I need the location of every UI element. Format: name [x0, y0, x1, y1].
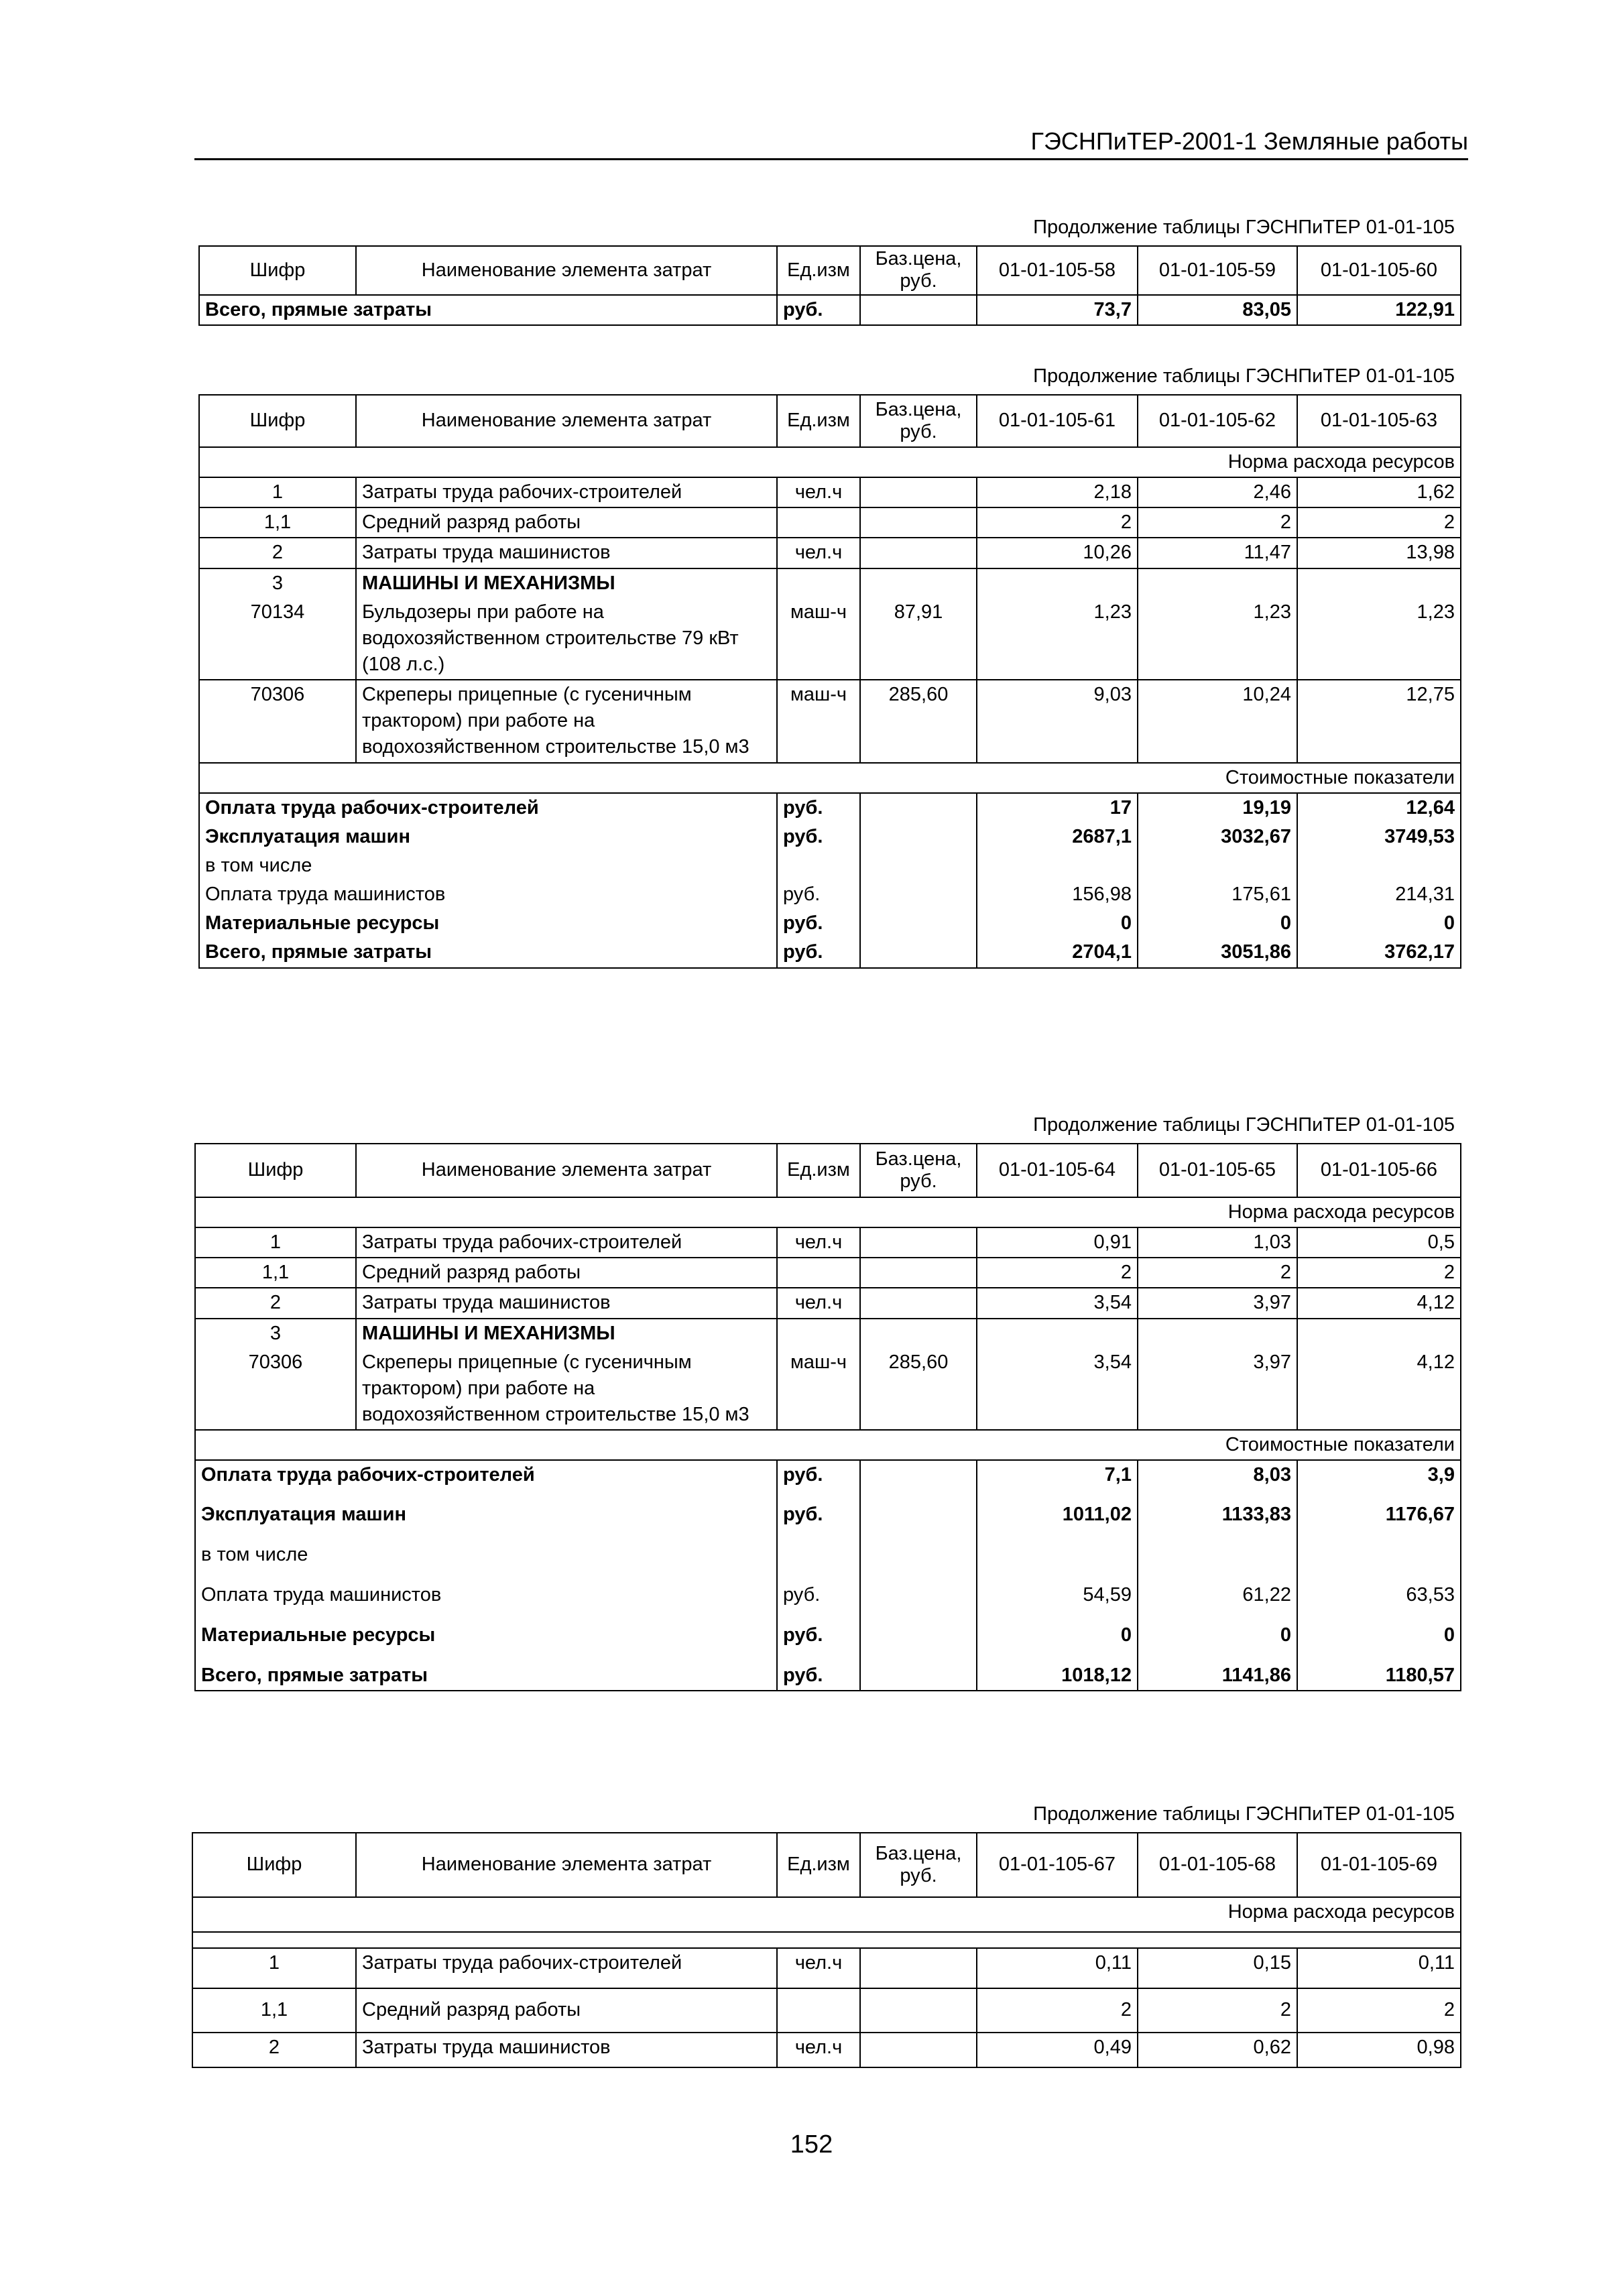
row-unit: руб.: [777, 1661, 860, 1691]
row-label: Эксплуатация машин: [195, 1500, 777, 1540]
table-01-01-105-64-66: [194, 1143, 1461, 1691]
row-price: [860, 507, 977, 538]
row-value: 2: [1297, 507, 1461, 538]
row-code: 2: [192, 2033, 356, 2067]
header-shifr: Шифр: [199, 246, 356, 295]
row-value: 1,62: [1297, 477, 1461, 507]
row-value: 3,97: [1138, 1348, 1297, 1430]
row-code: 1,1: [192, 1988, 356, 2033]
row-price: [860, 295, 977, 325]
row-unit: маш-ч: [777, 598, 860, 680]
row-value: 3051,86: [1138, 938, 1297, 967]
row-value: 2: [977, 507, 1138, 538]
row-value: 1,23: [1297, 598, 1461, 680]
table-row-total: [195, 1661, 1461, 1691]
row-value: 7,1: [977, 1460, 1138, 1500]
row-unit: [777, 507, 860, 538]
row-unit: чел.ч: [777, 2033, 860, 2067]
table-01-01-105-67-69: [192, 1832, 1461, 2068]
row-value: 3762,17: [1297, 938, 1461, 967]
row-code: 1: [192, 1948, 356, 1988]
row-name: Затраты труда машинистов: [356, 1288, 777, 1318]
header-name: Наименование элемента затрат: [356, 1833, 777, 1897]
row-value: 4,12: [1297, 1288, 1461, 1318]
row-code: 1,1: [199, 507, 356, 538]
row-value: 2: [977, 1258, 1138, 1288]
row-name: Затраты труда рабочих-строителей: [356, 477, 777, 507]
section-norm: Норма расхода ресурсов: [199, 447, 1461, 477]
header-code: 01-01-105-59: [1138, 246, 1297, 295]
header-shifr: Шифр: [195, 1144, 356, 1197]
row-unit: руб.: [777, 938, 860, 967]
header-price: Баз.цена, руб.: [860, 1833, 977, 1897]
row-name: Скреперы прицепные (с гусеничным трактором) при работе на водохозяйственном строительстве 15,0 м3: [356, 680, 777, 762]
table-row: [199, 793, 1461, 823]
table-row: [195, 1540, 1461, 1581]
header-shifr: Шифр: [192, 1833, 356, 1897]
row-name: МАШИНЫ И МЕХАНИЗМЫ: [356, 1319, 777, 1348]
row-value: 0: [1297, 909, 1461, 938]
row-code: 70306: [195, 1348, 356, 1430]
row-value: 10,26: [977, 538, 1138, 568]
header-code: 01-01-105-67: [977, 1833, 1138, 1897]
row-unit: руб.: [777, 1581, 860, 1621]
row-value: 10,24: [1138, 680, 1297, 762]
row-value: 4,12: [1297, 1348, 1461, 1430]
row-value: 12,64: [1297, 793, 1461, 823]
row-value: 13,98: [1297, 538, 1461, 568]
row-unit: руб.: [777, 1500, 860, 1540]
row-unit: чел.ч: [777, 1288, 860, 1318]
running-header: ГЭСНПиТЕР-2001-1 Земляные работы: [194, 127, 1468, 160]
row-name: Средний разряд работы: [356, 1258, 777, 1288]
table-row: [199, 909, 1461, 938]
row-value: 63,53: [1297, 1581, 1461, 1621]
table-row: [199, 851, 1461, 880]
table2-continuation-caption: Продолжение таблицы ГЭСНПиТЕР 01-01-105: [1033, 365, 1455, 387]
row-value: 8,03: [1138, 1460, 1297, 1500]
header-price: Баз.цена, руб.: [860, 1144, 977, 1197]
row-unit: чел.ч: [777, 1948, 860, 1988]
row-code: 70306: [199, 680, 356, 762]
row-value: 1176,67: [1297, 1500, 1461, 1540]
row-value: 214,31: [1297, 880, 1461, 909]
table-row: [192, 1948, 1461, 1988]
row-code: 2: [199, 538, 356, 568]
table-row: [195, 1258, 1461, 1288]
header-code: 01-01-105-64: [977, 1144, 1138, 1197]
table-row-total: [199, 938, 1461, 967]
header-code: 01-01-105-61: [977, 395, 1138, 447]
table-row: [195, 1500, 1461, 1540]
header-shifr: Шифр: [199, 395, 356, 447]
row-price: 285,60: [860, 680, 977, 762]
row-unit: руб.: [777, 909, 860, 938]
row-value: 156,98: [977, 880, 1138, 909]
row-value: 11,47: [1138, 538, 1297, 568]
row-value: 19,19: [1138, 793, 1297, 823]
row-value: 3,54: [977, 1348, 1138, 1430]
row-unit: руб.: [777, 880, 860, 909]
row-value: 1018,12: [977, 1661, 1138, 1691]
row-value: 2: [977, 1988, 1138, 2033]
row-price: [860, 538, 977, 568]
row-value: 2: [1138, 1258, 1297, 1288]
row-value: 0: [1138, 1621, 1297, 1661]
header-code: 01-01-105-63: [1297, 395, 1461, 447]
row-label: Оплата труда рабочих-строителей: [199, 793, 777, 823]
row-value: 1133,83: [1138, 1500, 1297, 1540]
table-row: [199, 680, 1461, 762]
row-unit: руб.: [777, 1460, 860, 1500]
row-code: 1: [195, 1227, 356, 1258]
row-label: в том числе: [199, 851, 777, 880]
row-value: 1,23: [1138, 598, 1297, 680]
row-value: 1180,57: [1297, 1661, 1461, 1691]
section-norm: Норма расхода ресурсов: [192, 1897, 1461, 1932]
header-code: 01-01-105-58: [977, 246, 1138, 295]
row-name: Средний разряд работы: [356, 507, 777, 538]
row-value: 0: [1138, 909, 1297, 938]
row-code: 3: [199, 568, 356, 598]
row-value: 2: [1138, 1988, 1297, 2033]
table-row-total: [199, 295, 1461, 325]
row-value: 3749,53: [1297, 823, 1461, 851]
row-name: Бульдозеры при работе на водохозяйственном строительстве 79 кВт (108 л.с.): [356, 598, 777, 680]
row-label: в том числе: [195, 1540, 777, 1581]
row-value: 0,62: [1138, 2033, 1297, 2067]
table-row: [195, 1348, 1461, 1430]
row-value: 0: [1297, 1621, 1461, 1661]
table-row: [199, 598, 1461, 680]
table-row: [192, 2033, 1461, 2067]
section-norm: Норма расхода ресурсов: [195, 1197, 1461, 1227]
row-unit: руб.: [777, 1621, 860, 1661]
header-code: 01-01-105-60: [1297, 246, 1461, 295]
row-value: 2,46: [1138, 477, 1297, 507]
row-value: 1011,02: [977, 1500, 1138, 1540]
header-unit: Ед.изм: [777, 395, 860, 447]
section-cost: Стоимостные показатели: [199, 763, 1461, 793]
row-label: Эксплуатация машин: [199, 823, 777, 851]
row-value: 0,98: [1297, 2033, 1461, 2067]
row-code: 3: [195, 1319, 356, 1348]
row-value: 73,7: [977, 295, 1138, 325]
row-unit: руб.: [777, 823, 860, 851]
table-row: [195, 1581, 1461, 1621]
table-row: [195, 1319, 1461, 1348]
row-name: МАШИНЫ И МЕХАНИЗМЫ: [356, 568, 777, 598]
row-value: 1,03: [1138, 1227, 1297, 1258]
row-code: 1: [199, 477, 356, 507]
table-01-01-105-61-63: [198, 394, 1461, 969]
table1-continuation-caption: Продолжение таблицы ГЭСНПиТЕР 01-01-105: [1033, 217, 1455, 238]
header-code: 01-01-105-66: [1297, 1144, 1461, 1197]
row-label: Материальные ресурсы: [195, 1621, 777, 1661]
row-value: 175,61: [1138, 880, 1297, 909]
table-row: [192, 1988, 1461, 2033]
table-row: [195, 1621, 1461, 1661]
table-row: [195, 1227, 1461, 1258]
row-label: Оплата труда машинистов: [195, 1581, 777, 1621]
header-unit: Ед.изм: [777, 246, 860, 295]
row-value: 0,91: [977, 1227, 1138, 1258]
header-price: Баз.цена, руб.: [860, 246, 977, 295]
row-value: 3032,67: [1138, 823, 1297, 851]
row-unit: чел.ч: [777, 477, 860, 507]
header-name: Наименование элемента затрат: [356, 246, 777, 295]
section-cost: Стоимостные показатели: [195, 1430, 1461, 1460]
row-label: Материальные ресурсы: [199, 909, 777, 938]
header-price: Баз.цена, руб.: [860, 395, 977, 447]
row-name: Затраты труда рабочих-строителей: [356, 1948, 777, 1988]
row-name: Средний разряд работы: [356, 1988, 777, 2033]
table-row: [195, 1460, 1461, 1500]
row-value: 0: [977, 909, 1138, 938]
row-value: 2: [1297, 1258, 1461, 1288]
row-value: 3,54: [977, 1288, 1138, 1318]
row-price: [860, 477, 977, 507]
row-value: 0,11: [1297, 1948, 1461, 1988]
row-value: 2,18: [977, 477, 1138, 507]
row-value: 122,91: [1297, 295, 1461, 325]
row-value: 3,97: [1138, 1288, 1297, 1318]
table-row: [199, 823, 1461, 851]
row-name: Затраты труда машинистов: [356, 2033, 777, 2067]
row-value: 0,15: [1138, 1948, 1297, 1988]
header-code: 01-01-105-65: [1138, 1144, 1297, 1197]
spacer-row: [192, 1932, 1461, 1948]
row-unit: чел.ч: [777, 1227, 860, 1258]
row-value: 12,75: [1297, 680, 1461, 762]
row-value: 83,05: [1138, 295, 1297, 325]
row-value: 0,5: [1297, 1227, 1461, 1258]
table-row: [199, 477, 1461, 507]
table3-continuation-caption: Продолжение таблицы ГЭСНПиТЕР 01-01-105: [1033, 1114, 1455, 1136]
row-value: 9,03: [977, 680, 1138, 762]
row-value: 0,49: [977, 2033, 1138, 2067]
row-price: 87,91: [860, 598, 977, 680]
row-value: 0: [977, 1621, 1138, 1661]
row-value: 17: [977, 793, 1138, 823]
row-value: 2: [1138, 507, 1297, 538]
row-unit: чел.ч: [777, 538, 860, 568]
row-value: 1141,86: [1138, 1661, 1297, 1691]
header-code: 01-01-105-68: [1138, 1833, 1297, 1897]
header-unit: Ед.изм: [777, 1144, 860, 1197]
table-row: [199, 568, 1461, 598]
row-name: Скреперы прицепные (с гусеничным трактором) при работе на водохозяйственном строительстве 15,0 м3: [356, 1348, 777, 1430]
row-price: 285,60: [860, 1348, 977, 1430]
row-unit: руб.: [777, 793, 860, 823]
row-label: Оплата труда машинистов: [199, 880, 777, 909]
row-code: 70134: [199, 598, 356, 680]
table-row: [199, 538, 1461, 568]
header-name: Наименование элемента затрат: [356, 1144, 777, 1197]
row-value: 2687,1: [977, 823, 1138, 851]
row-label: Всего, прямые затраты: [199, 295, 777, 325]
header-name: Наименование элемента затрат: [356, 395, 777, 447]
row-value: 2704,1: [977, 938, 1138, 967]
header-unit: Ед.изм: [777, 1833, 860, 1897]
row-value: 1,23: [977, 598, 1138, 680]
row-label: Оплата труда рабочих-строителей: [195, 1460, 777, 1500]
row-value: 2: [1297, 1988, 1461, 2033]
table-01-01-105-58-60: [198, 245, 1461, 326]
row-value: 61,22: [1138, 1581, 1297, 1621]
page-number: 152: [790, 2130, 833, 2159]
table-row: [195, 1288, 1461, 1318]
row-label: Всего, прямые затраты: [199, 938, 777, 967]
row-value: 3,9: [1297, 1460, 1461, 1500]
row-code: 2: [195, 1288, 356, 1318]
row-unit: маш-ч: [777, 680, 860, 762]
row-name: Затраты труда рабочих-строителей: [356, 1227, 777, 1258]
row-value: 0,11: [977, 1948, 1138, 1988]
row-code: 1,1: [195, 1258, 356, 1288]
row-value: 54,59: [977, 1581, 1138, 1621]
header-code: 01-01-105-62: [1138, 395, 1297, 447]
row-name: Затраты труда машинистов: [356, 538, 777, 568]
row-label: Всего, прямые затраты: [195, 1661, 777, 1691]
row-unit: маш-ч: [777, 1348, 860, 1430]
table4-continuation-caption: Продолжение таблицы ГЭСНПиТЕР 01-01-105: [1033, 1803, 1455, 1825]
row-unit: руб.: [777, 295, 860, 325]
table-row: [199, 507, 1461, 538]
header-code: 01-01-105-69: [1297, 1833, 1461, 1897]
table-row: [199, 880, 1461, 909]
